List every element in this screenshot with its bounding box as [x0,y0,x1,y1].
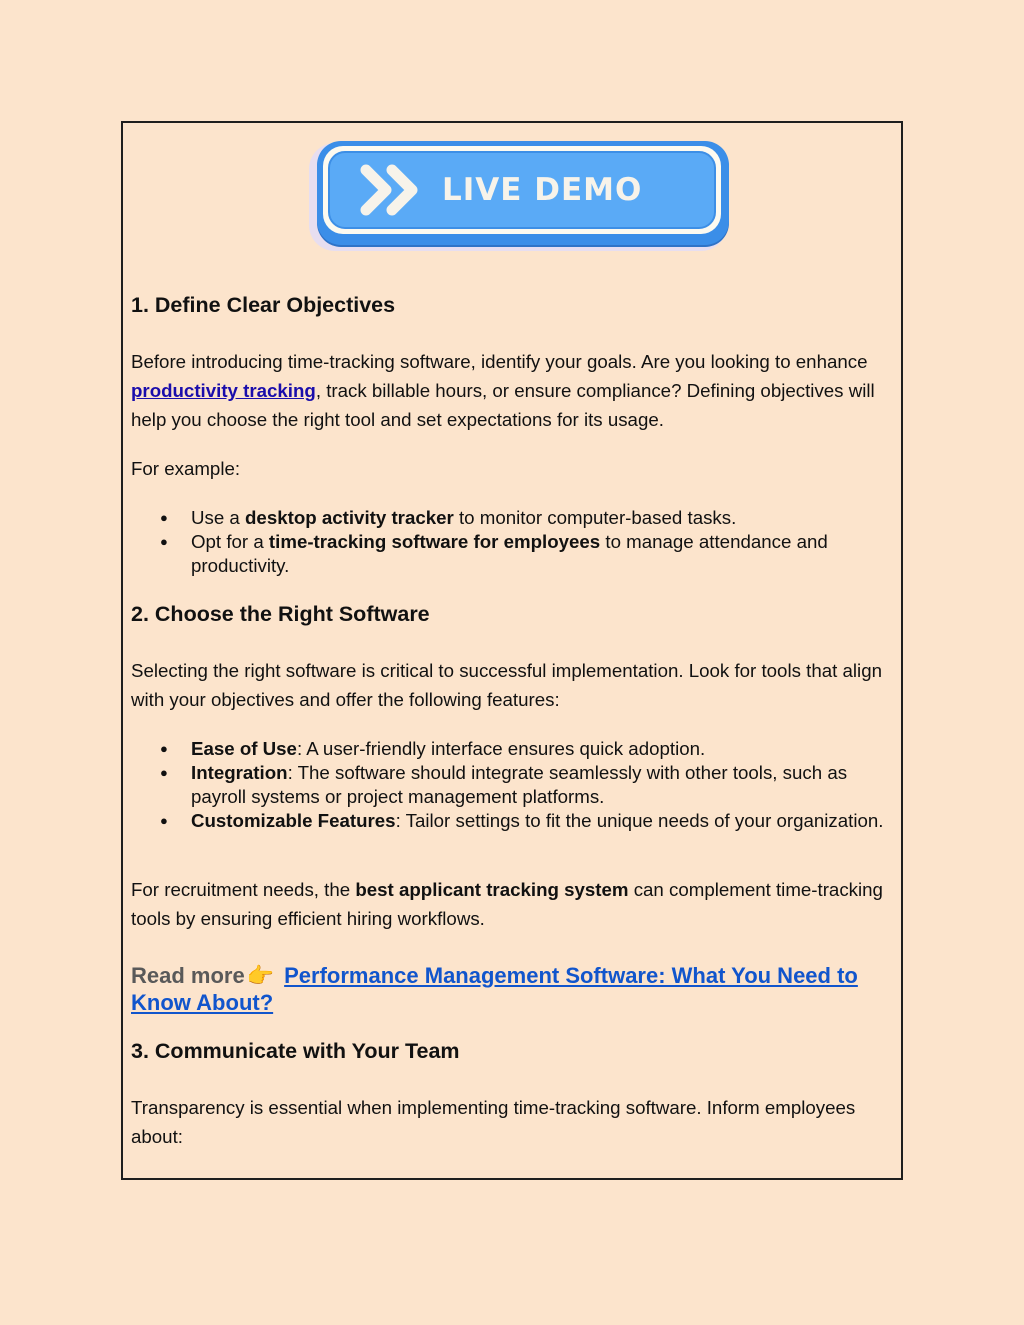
bullet-text: to monitor computer-based tasks. [453,507,737,528]
productivity-tracking-link[interactable]: productivity tracking [131,380,316,401]
bullet-text: : A user-friendly interface ensures quick adoption. [296,738,706,759]
objectives-bullet-list [131,506,896,578]
objectives-text-after: , track billable hours, or ensure compliance? Defining objectives will help you choose the right tool and set expectations for its usage. [131,380,875,430]
section-heading-objectives: 1. Define Clear Objectives [131,293,396,317]
live-demo-banner[interactable] [309,139,731,251]
software-feature-list [131,737,896,833]
page-frame [121,121,903,1180]
communicate-paragraph: Transparency is essential when implementing time-tracking software. Inform employees about: [131,1097,856,1147]
double-chevron-right-icon [358,162,436,218]
bullet-bold-text: Integration [191,762,288,783]
read-more-label: Read more [131,963,245,988]
section-heading-communicate: 3. Communicate with Your Team [131,1039,460,1063]
bullet-text: Opt for a [191,531,269,552]
list-item [131,506,896,530]
bullet-text: : The software should integrate seamlessly with other tools, such as payroll systems or project management platforms. [191,762,848,807]
recruitment-text-before: For recruitment needs, the [131,879,356,900]
list-item [131,761,896,809]
performance-management-link[interactable]: Performance Management Software: What You Need to Know About? [131,963,858,1015]
bullet-text: to manage attendance and productivity. [191,531,828,576]
recruitment-paragraph [131,875,891,933]
list-item [131,737,896,761]
section-heading-software: 2. Choose the Right Software [131,602,430,626]
bullet-bold-text: desktop activity tracker [245,507,454,528]
software-paragraph: Selecting the right software is critical to successful implementation. Look for tools that align with your objectives and offer the following features: [131,660,882,710]
bullet-bold-text: Ease of Use [191,738,297,759]
bullet-text: : Tailor settings to fit the unique needs of your organization. [395,810,884,831]
bullet-bold-text: Customizable Features [191,810,396,831]
live-demo-button[interactable] [328,151,716,229]
list-item [131,530,896,578]
pointing-hand-icon: 👉 [246,963,275,988]
bullet-bold-text: time-tracking software for employees [268,531,601,552]
objectives-paragraph [131,347,891,434]
read-more-block [131,962,896,1016]
live-demo-label: LIVE DEMO [442,172,643,208]
list-item [131,809,896,833]
objectives-text-before: Before introducing time-tracking software, identify your goals. Are you looking to enhance [131,351,868,372]
bullet-text: Use a [191,507,246,528]
recruitment-text-after: can complement time-tracking tools by ensuring efficient hiring workflows. [131,879,883,929]
recruitment-bold-text: best applicant tracking system [355,879,629,900]
example-label: For example: [131,458,241,479]
